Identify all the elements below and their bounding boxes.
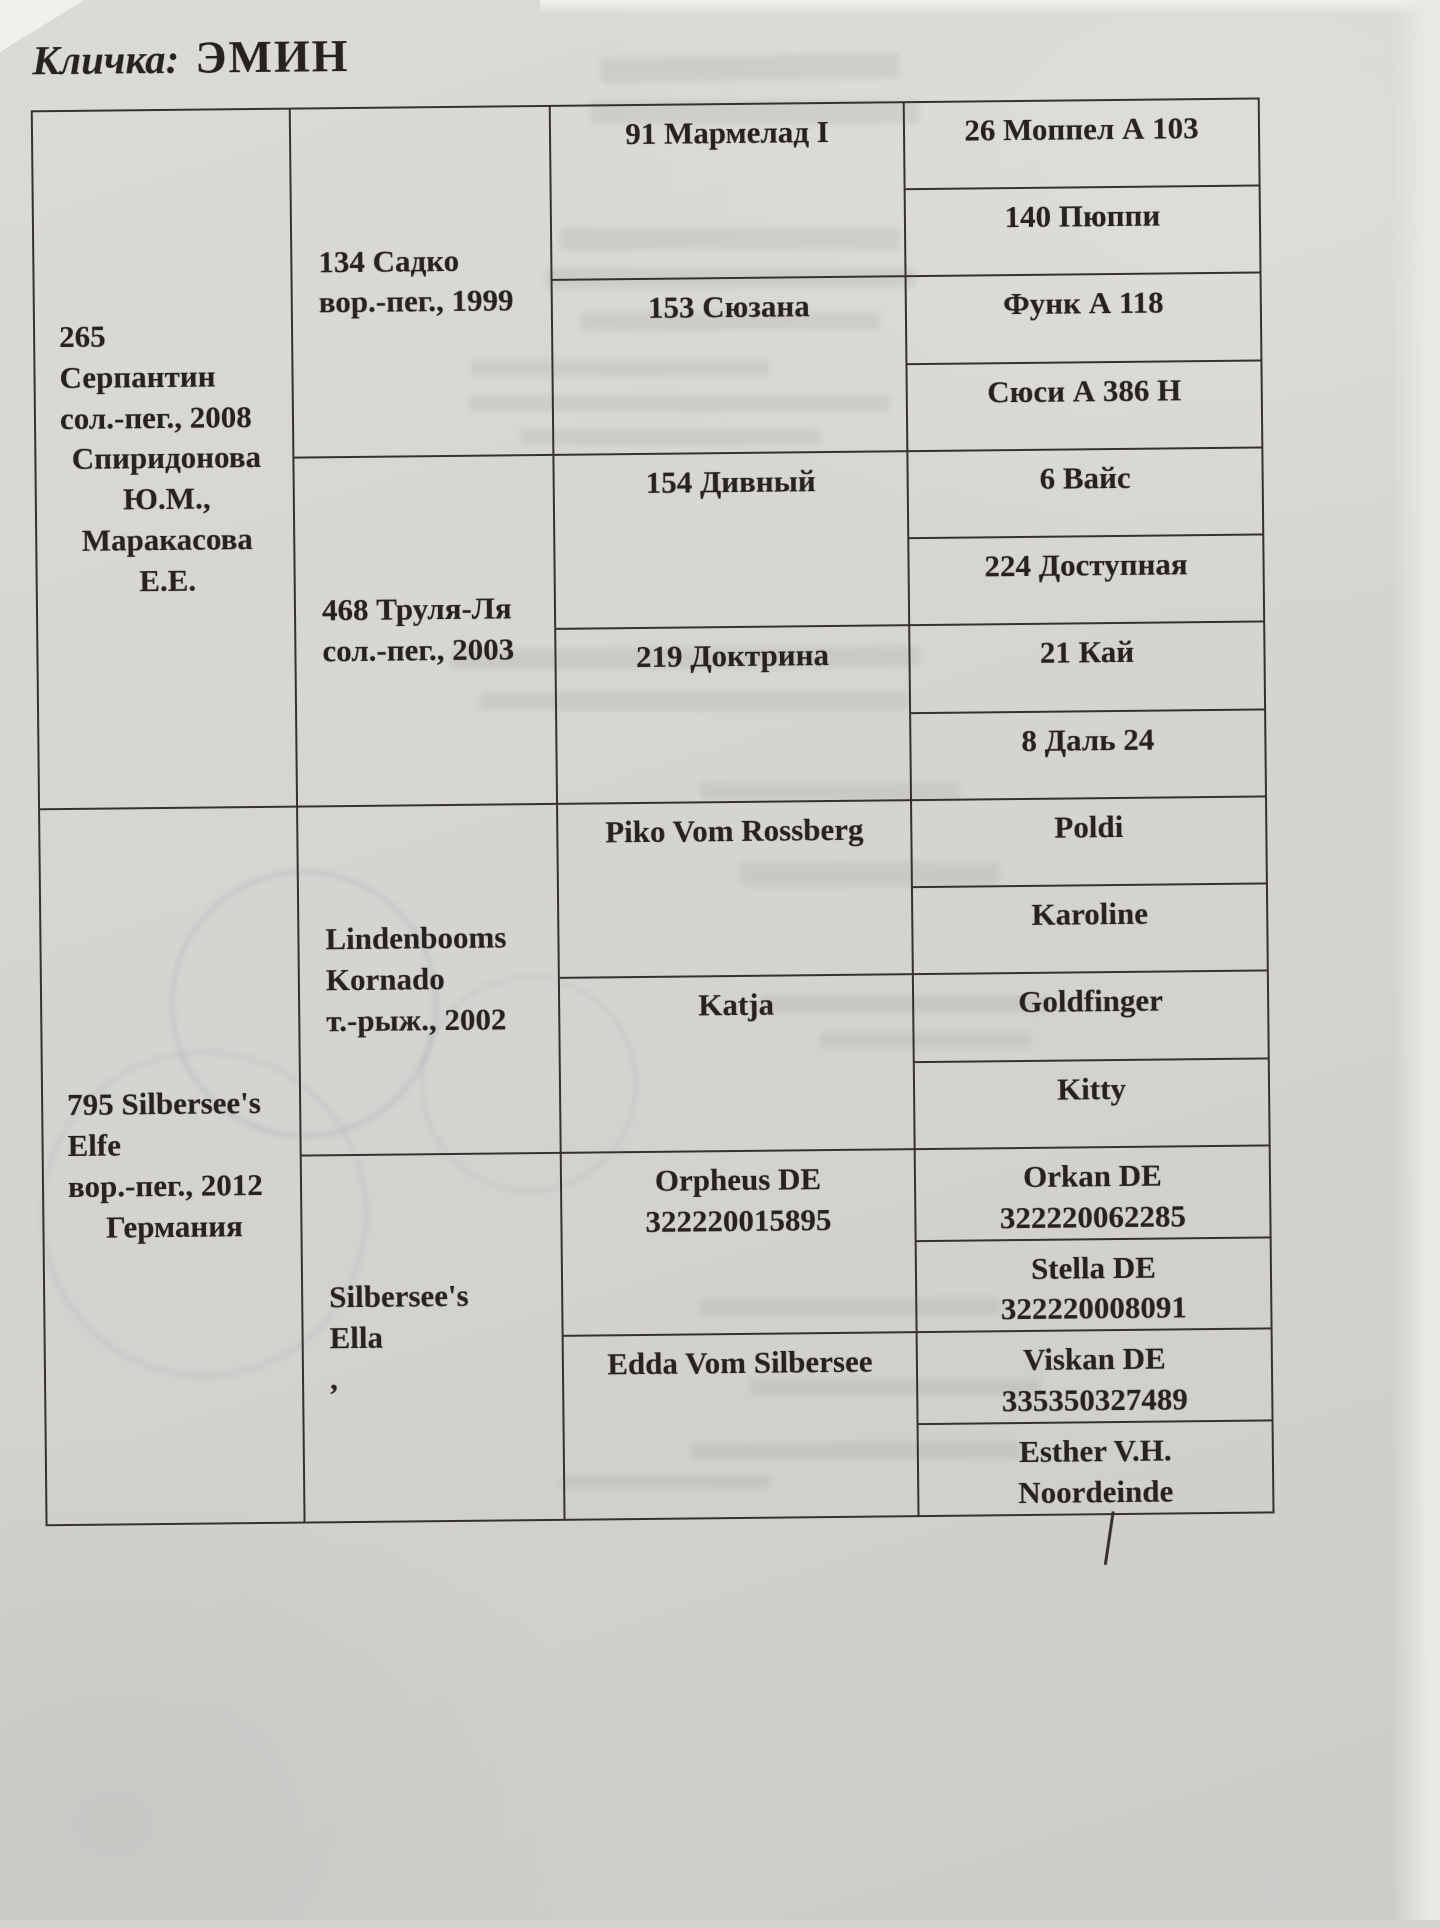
ancestor-name: Lindenbooms Kornado т.-рыж., 2002: [325, 919, 507, 1039]
ancestor-name: 224 Доступная: [984, 546, 1188, 584]
ancestor-name: Сюси А 386 Н: [987, 371, 1182, 410]
ancestor-cell-gen3-6: [560, 975, 916, 1153]
ancestor-name: Viskan DE 335350327489: [1001, 1340, 1188, 1419]
ancestor-name: 134 Садко вор.-пег., 1999: [318, 242, 514, 320]
ancestor-name: Silbersee's Ella ,: [329, 1277, 469, 1397]
ancestor-name: Orkan DE 322220062285: [999, 1157, 1187, 1235]
ancestor-name: Orpheus DE 322220015895: [645, 1160, 832, 1239]
ancestor-cell-gen3-3: [554, 452, 910, 630]
ancestor-name: 6 Вайс: [1039, 459, 1131, 496]
ancestor-cell-gen4-13: [916, 1146, 1272, 1242]
ancestor-cell-gen4-9: [912, 797, 1268, 888]
title-label: Кличка:: [31, 35, 180, 84]
ancestor-name: Stella DE 322220008091: [1000, 1249, 1188, 1327]
ancestor-cell-gen4-11: [914, 972, 1270, 1063]
ancestor-cell-gen4-12: [915, 1059, 1271, 1150]
ancestor-cell-gen3-7: [562, 1150, 918, 1337]
ancestor-cell-gen2-1: [291, 107, 555, 459]
ancestor-cell-gen4-14: [917, 1238, 1273, 1334]
ancestor-name: 8 Даль 24: [1021, 721, 1155, 758]
dog-name: ЭМИН: [195, 30, 350, 83]
ancestor-name: 91 Мармелад I: [625, 113, 829, 152]
ancestor-cell-gen4-10: [913, 884, 1269, 975]
ancestor-cell-gen4-6: [909, 536, 1265, 627]
ancestor-cell-gen4-15: [918, 1330, 1274, 1426]
ancestor-cell-gen4-4: [907, 361, 1263, 452]
ancestor-cell-gen4-1: [905, 99, 1261, 190]
ancestor-name: Goldfinger: [1018, 982, 1164, 1020]
ancestor-cell-gen3-8: [564, 1333, 920, 1520]
ancestor-name: Piko Vom Rossberg: [604, 811, 864, 850]
ancestor-name: Kitty: [1056, 1070, 1127, 1107]
ancestor-cell-gen1-sire: [33, 110, 298, 810]
ancestor-owner: Германия: [105, 1207, 244, 1245]
ancestor-cell-gen4-3: [907, 274, 1263, 365]
ancestor-name: 26 Моппел А 103: [964, 110, 1199, 148]
ancestor-name: 140 Пюппи: [1004, 197, 1161, 235]
ancestor-cell-gen4-7: [910, 623, 1266, 714]
ancestor-cell-gen3-2: [553, 278, 909, 456]
ancestor-name: 265 Серпантин сол.-пег., 2008: [58, 318, 252, 436]
ancestor-name: Katja: [698, 986, 775, 1023]
ancestor-name: Poldi: [1054, 808, 1124, 845]
ancestor-name: 154 Дивный: [645, 463, 816, 500]
ancestor-cell-gen4-2: [906, 187, 1262, 278]
ancestor-name: Edda Vom Silbersee: [607, 1343, 873, 1382]
page-title: [31, 30, 350, 84]
ancestor-cell-gen4-16: [919, 1422, 1275, 1518]
ancestor-cell-gen4-8: [911, 710, 1267, 801]
ancestor-cell-gen2-4: [302, 1154, 566, 1524]
ancestor-cell-gen3-5: [558, 801, 914, 979]
ancestor-name: 153 Сюзана: [647, 288, 810, 326]
ancestor-owner: Спиридонова Ю.М., Маракасова Е.Е.: [71, 439, 262, 599]
ancestor-name: Функ А 118: [1002, 284, 1164, 322]
ancestor-name: 21 Кай: [1039, 634, 1135, 671]
ancestor-name: 795 Silbersee's Elfe вор.-пег., 2012: [66, 1085, 263, 1204]
ancestor-cell-gen2-3: [298, 805, 562, 1157]
ancestor-name: 219 Доктрина: [635, 637, 830, 675]
ancestor-name: Karoline: [1031, 895, 1149, 932]
ancestor-name: Esther V.H. Noordeinde: [1018, 1432, 1174, 1511]
ancestor-cell-gen4-5: [908, 448, 1264, 539]
ancestor-cell-gen1-dam: [40, 807, 305, 1526]
ancestor-cell-gen3-1: [551, 103, 907, 281]
ancestor-cell-gen2-2: [294, 456, 558, 808]
border-overshoot-line: [1104, 1511, 1115, 1565]
pedigree-table: [31, 97, 1275, 1526]
ancestor-name: 468 Труля-Ля сол.-пег., 2003: [321, 590, 515, 669]
ancestor-cell-gen3-4: [556, 627, 912, 805]
